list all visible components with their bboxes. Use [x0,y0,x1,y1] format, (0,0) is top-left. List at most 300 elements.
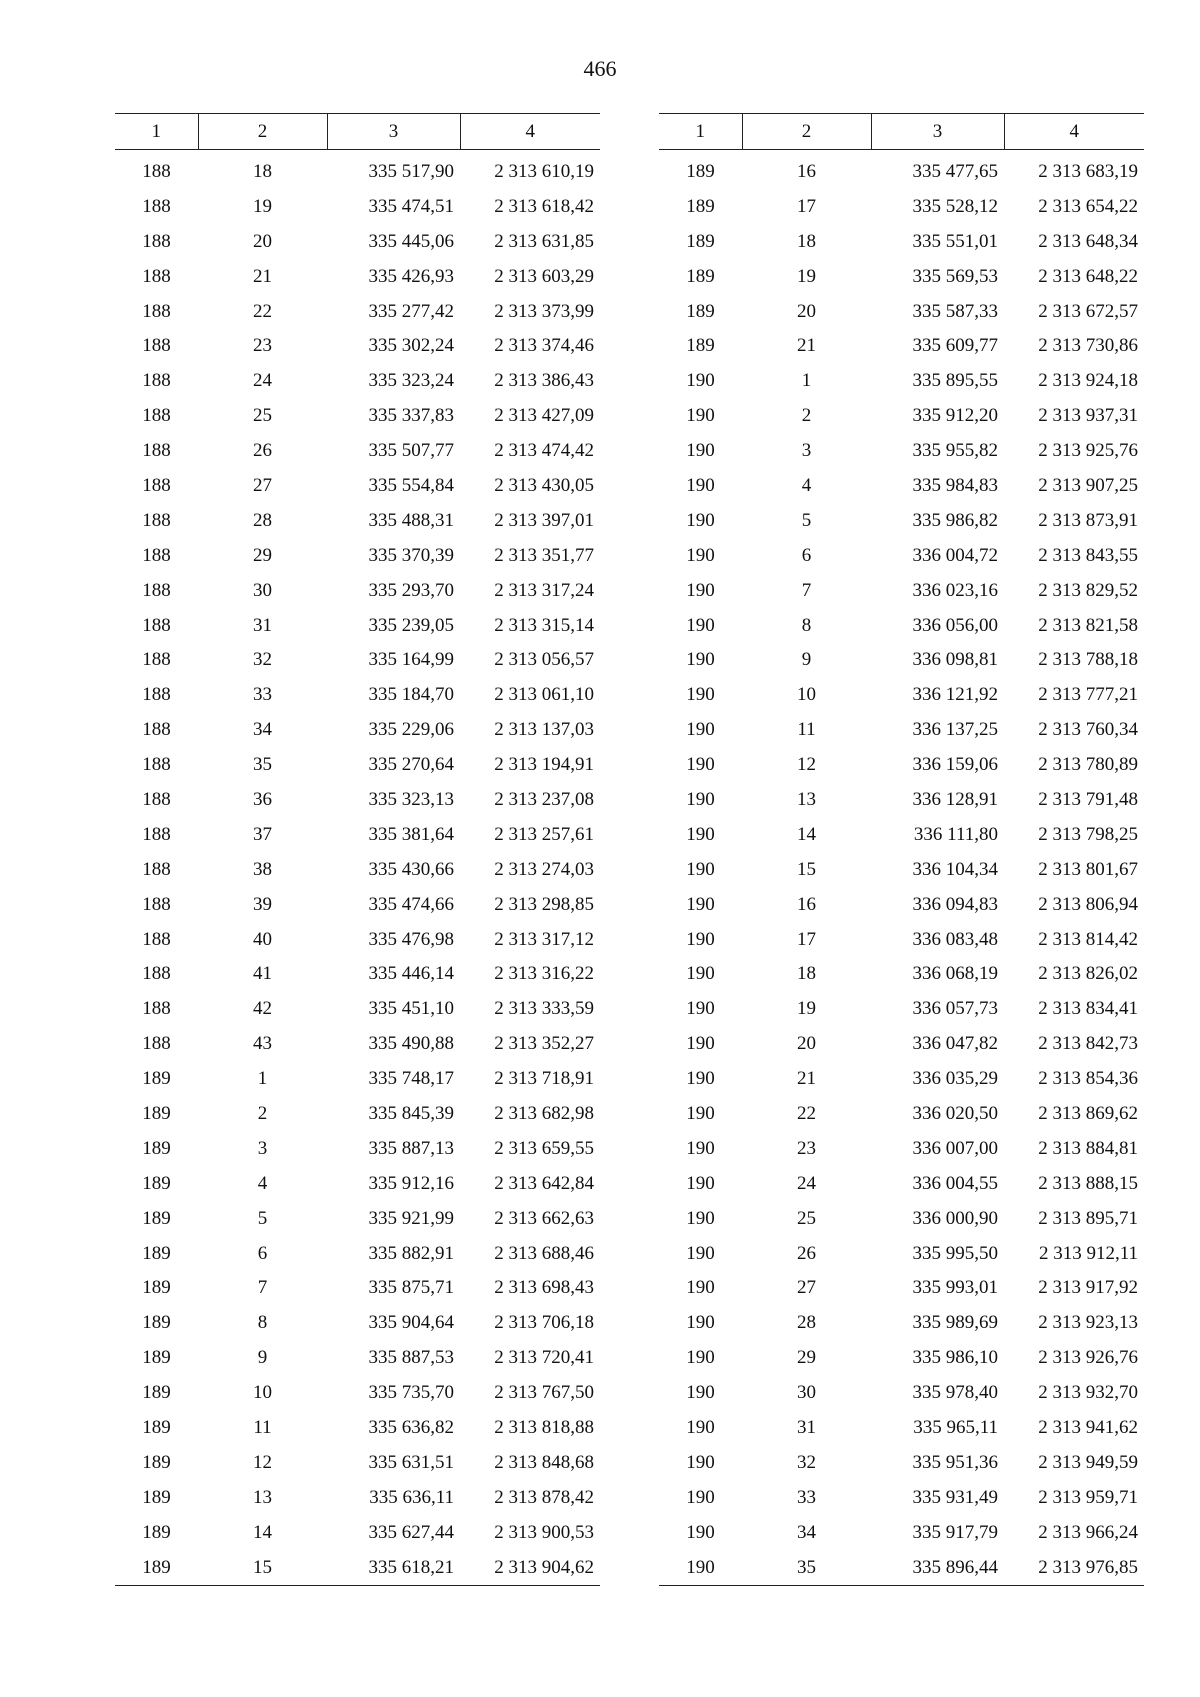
table-cell-col1: 190 [686,963,715,985]
table-cell-col4: 2 313 932,70 [1038,1382,1138,1404]
table-cell-col4: 2 313 427,09 [494,405,594,427]
table-cell-col4: 2 313 801,67 [1038,858,1138,880]
table-cell-col1: 189 [142,1451,171,1473]
table-cell-col1: 190 [686,893,715,915]
table-cell-col4: 2 313 317,24 [494,579,594,601]
table-cell-col4: 2 313 386,43 [494,370,594,392]
table-cell-col1: 190 [686,1521,715,1543]
table-cell-col3: 336 121,92 [912,684,998,706]
table-row [115,573,600,608]
table-row [115,1445,600,1480]
table-row [115,1096,600,1131]
table-cell-col4: 2 313 257,61 [494,823,594,845]
table-row [659,224,1144,259]
table-cell-col3: 336 047,82 [912,1033,998,1055]
table-row [659,1096,1144,1131]
table-row [659,1201,1144,1236]
table-cell-col1: 190 [686,1347,715,1369]
table-cell-col1: 190 [686,1277,715,1299]
table-cell-col3: 335 426,93 [368,265,454,287]
table-cell-col4: 2 313 603,29 [494,265,594,287]
table-cell-col4: 2 313 298,85 [494,893,594,915]
table-cell-col4: 2 313 937,31 [1038,405,1138,427]
table-cell-col3: 335 446,14 [368,963,454,985]
table-row [659,1410,1144,1445]
table-cell-col4: 2 313 843,55 [1038,544,1138,566]
table-cell-col2: 27 [253,474,272,496]
table-cell-col2: 43 [253,1033,272,1055]
table-cell-col4: 2 313 315,14 [494,614,594,636]
table-cell-col2: 8 [257,1312,268,1334]
table-cell-col2: 3 [801,440,812,462]
table-cell-col1: 190 [686,684,715,706]
table-row [659,1236,1144,1271]
table-cell-col3: 336 007,00 [912,1137,998,1159]
table-cell-col1: 188 [142,893,171,915]
table-cell-col1: 188 [142,230,171,252]
table-cell-col2: 34 [253,719,272,741]
table-cell-col1: 188 [142,823,171,845]
table-row [659,433,1144,468]
table-cell-col1: 188 [142,684,171,706]
table-cell-col4: 2 313 829,52 [1038,579,1138,601]
table-row [659,991,1144,1026]
table-cell-col1: 190 [686,1312,715,1334]
table-cell-col3: 336 137,25 [912,719,998,741]
table-cell-col2: 23 [797,1137,816,1159]
table-row [659,294,1144,329]
table-cell-col2: 4 [257,1172,268,1194]
table-cell-col1: 190 [686,474,715,496]
table-cell-col3: 336 128,91 [912,788,998,810]
table-cell-col4: 2 313 818,88 [494,1417,594,1438]
table-cell-col3: 335 164,99 [368,649,454,671]
table-cell-col3: 336 004,72 [912,544,998,566]
table-row [115,433,600,468]
table-cell-col1: 189 [142,1486,171,1508]
table-cell-col3: 335 735,70 [368,1382,454,1404]
table-cell-col3: 336 104,34 [912,858,998,880]
table-row [115,887,600,922]
table-cell-col4: 2 313 912,11 [1038,1242,1138,1264]
table-cell-col4: 2 313 895,71 [1038,1207,1138,1229]
column-header-2: 2 [742,114,871,150]
table-cell-col1: 188 [142,405,171,427]
table-cell-col3: 335 445,06 [368,230,454,252]
table-cell-col2: 32 [253,649,272,671]
table-cell-col1: 190 [686,579,715,601]
table-cell-col4: 2 313 316,22 [494,963,594,985]
table-cell-col2: 24 [253,370,272,392]
table-cell-col3: 335 229,06 [368,719,454,741]
column-header-1: 1 [659,114,742,150]
table-cell-col4: 2 313 351,77 [494,544,594,566]
table-row [659,503,1144,538]
table-cell-col3: 335 896,44 [871,1550,1004,1585]
table-cell-col1: 188 [142,963,171,985]
table-cell-col1: 190 [686,405,715,427]
table-cell-col2: 12 [797,754,816,776]
table-row [115,991,600,1026]
table-cell-col4: 2 313 683,19 [1038,160,1138,182]
table-cell-col1: 189 [142,1347,171,1369]
table-cell-col3: 335 381,64 [368,823,454,845]
table-cell-col4: 2 313 352,27 [494,1033,594,1055]
table-cell-col3: 335 477,65 [912,160,998,182]
table-row [659,468,1144,503]
table-body [115,150,600,1586]
table-cell-col2: 9 [801,649,812,671]
table-row [115,503,600,538]
table-cell-col1: 190 [686,1451,715,1473]
table-cell-col4: 2 313 884,81 [1038,1137,1138,1159]
table-cell-col1: 190 [686,788,715,810]
table-cell-col2: 29 [797,1347,816,1369]
table-cell-col2: 33 [797,1486,816,1508]
table-cell-col4: 2 313 317,12 [494,928,594,950]
table-cell-col3: 336 098,81 [912,649,998,671]
table-cell-col1: 190 [686,719,715,741]
table-row [659,1515,1144,1550]
table-cell-col4: 2 313 672,57 [1038,300,1138,322]
table-cell-col1: 190 [686,370,715,392]
table-cell-col2: 26 [253,440,272,462]
table-cell-col2: 29 [253,544,272,566]
table-cell-col2: 12 [253,1451,272,1473]
table-cell-col3: 335 912,20 [912,405,998,427]
table-cell-col3: 336 020,50 [912,1102,998,1124]
table-cell-col4: 2 313 869,62 [1038,1102,1138,1124]
table-cell-col4: 2 313 798,25 [1038,823,1138,845]
table-cell-col3: 335 323,13 [368,788,454,810]
column-header-1: 1 [115,114,198,150]
table-cell-col2: 11 [797,719,816,741]
table-cell-col4: 2 313 788,18 [1038,649,1138,671]
table-cell-col1: 190 [686,1417,715,1438]
table-cell-col2: 4 [801,474,812,496]
table-cell-col4: 2 313 777,21 [1038,684,1138,706]
table-row [115,922,600,957]
table-cell-col1: 188 [142,579,171,601]
table-row [659,1375,1144,1410]
column-header-4: 4 [1004,114,1144,150]
table-header-row [659,114,1144,150]
table-cell-col1: 188 [142,858,171,880]
table-cell-col1: 188 [142,195,171,217]
table-cell-col2: 31 [253,614,272,636]
table-cell-col3: 336 056,00 [912,614,998,636]
table-cell-col4: 2 313 900,53 [494,1521,594,1543]
table-cell-col3: 335 323,24 [368,370,454,392]
table-cell-col4: 2 313 631,85 [494,230,594,252]
table-row [659,1445,1144,1480]
table-cell-col4: 2 313 662,63 [494,1207,594,1229]
table-cell-col2: 1 [801,370,812,392]
page-number: 466 [583,56,617,81]
table-cell-col3: 335 517,90 [368,160,454,182]
table-cell-col4: 2 313 842,73 [1038,1033,1138,1055]
table-cell-col1: 188 [142,1033,171,1055]
table-cell-col3: 335 627,44 [368,1521,454,1543]
table-row [659,1340,1144,1375]
table-cell-col1: 190 [686,823,715,845]
table-cell-col2: 6 [801,544,812,566]
table-cell-col4: 2 313 610,19 [494,160,594,182]
table-cell-col2: 7 [257,1277,268,1299]
table-row [115,1166,600,1201]
table-row [115,1305,600,1340]
table-cell-col4: 2 313 374,46 [494,335,594,357]
table-cell-col2: 20 [797,1033,816,1055]
table-cell-col3: 335 554,84 [368,474,454,496]
table-row [115,747,600,782]
table-cell-col3: 335 887,53 [368,1347,454,1369]
table-cell-col4: 2 313 907,25 [1038,474,1138,496]
table-cell-col3: 335 609,77 [912,335,998,357]
table-cell-col4: 2 313 976,85 [1004,1550,1144,1585]
table-cell-col4: 2 313 925,76 [1038,440,1138,462]
table-row [115,468,600,503]
table-cell-col2: 17 [797,928,816,950]
table-row [659,538,1144,573]
table-cell-col3: 335 474,51 [368,195,454,217]
table-cell-col1: 190 [686,1207,715,1229]
table-row [115,852,600,887]
table-cell-col3: 335 951,36 [912,1451,998,1473]
table-cell-col3: 335 184,70 [368,684,454,706]
table-row [115,1515,600,1550]
table-cell-col2: 35 [742,1550,871,1585]
table-cell-col3: 335 277,42 [368,300,454,322]
table-cell-col3: 335 451,10 [368,998,454,1020]
table-cell-col3: 335 569,53 [912,265,998,287]
table-row [659,747,1144,782]
coordinates-table-left [115,113,600,1586]
table-cell-col2: 21 [797,1068,816,1090]
table-cell-col3: 335 882,91 [368,1242,454,1264]
table-cell-col4: 2 313 923,13 [1038,1312,1138,1334]
table-cell-col2: 20 [797,300,816,322]
table-cell-col3: 335 551,01 [912,230,998,252]
table-cell-col1: 189 [686,300,715,322]
table-cell-col2: 28 [253,509,272,531]
table-cell-col4: 2 313 806,94 [1038,893,1138,915]
table-row [115,1026,600,1061]
table-cell-col2: 21 [253,265,272,287]
table-cell-col4: 2 313 730,86 [1038,335,1138,357]
table-cell-col2: 5 [801,509,812,531]
table-cell-col1: 188 [142,509,171,531]
table-cell-col2: 14 [797,823,816,845]
table-row [659,573,1144,608]
table-row [659,677,1144,712]
table-cell-col4: 2 313 878,42 [494,1486,594,1508]
column-header-4: 4 [460,114,600,150]
table-body [659,150,1144,1586]
table-cell-col2: 16 [797,893,816,915]
table-row [659,642,1144,677]
table-cell-col1: 189 [686,195,715,217]
table-cell-col2: 6 [257,1242,268,1264]
table-row [115,150,600,189]
table-row [115,189,600,224]
table-cell-col1: 189 [115,1550,198,1585]
table-cell-col4: 2 313 648,22 [1038,265,1138,287]
table-row [115,608,600,643]
table-cell-col1: 188 [142,265,171,287]
table-cell-col3: 336 159,06 [912,754,998,776]
table-cell-col4: 2 313 237,08 [494,788,594,810]
table-row [659,398,1144,433]
table-cell-col3: 335 337,83 [368,405,454,427]
table-cell-col4: 2 313 826,02 [1038,963,1138,985]
table-row [659,887,1144,922]
table-cell-col1: 189 [686,265,715,287]
table-cell-col2: 39 [253,893,272,915]
table-cell-col2: 22 [797,1102,816,1124]
table-cell-col2: 18 [797,963,816,985]
table-cell-col2: 7 [801,579,812,601]
table-cell-col3: 335 476,98 [368,928,454,950]
table-cell-col4: 2 313 848,68 [494,1451,594,1473]
table-row [659,150,1144,189]
table-cell-col4: 2 313 430,05 [494,474,594,496]
table-cell-col2: 19 [797,265,816,287]
table-cell-col3: 335 993,01 [912,1277,998,1299]
table-cell-col4: 2 313 274,03 [494,858,594,880]
table-cell-col1: 190 [686,1033,715,1055]
table-cell-col1: 188 [142,928,171,950]
table-cell-col3: 335 636,82 [368,1417,454,1438]
table-row [115,538,600,573]
table-row [115,328,600,363]
table-cell-col4: 2 313 137,03 [494,719,594,741]
table-cell-col4: 2 313 706,18 [494,1312,594,1334]
table-cell-col2: 11 [253,1417,272,1438]
table-cell-col2: 13 [253,1486,272,1508]
table-cell-col3: 336 111,80 [913,823,998,845]
table-cell-col2: 13 [797,788,816,810]
table-cell-col2: 10 [797,684,816,706]
table-row [115,677,600,712]
table-cell-col1: 190 [686,649,715,671]
table-cell-col2: 15 [198,1550,327,1585]
table-cell-col2: 27 [797,1277,816,1299]
table-cell-col2: 19 [253,195,272,217]
table-cell-col3: 335 507,77 [368,440,454,462]
table-cell-col1: 189 [142,1521,171,1543]
table-row [115,1550,600,1585]
table-cell-col2: 24 [797,1172,816,1194]
table-cell-col2: 30 [797,1382,816,1404]
table-cell-col3: 335 490,88 [368,1033,454,1055]
table-cell-col2: 40 [253,928,272,950]
table-row [659,1550,1144,1585]
table-cell-col4: 2 313 924,18 [1038,370,1138,392]
table-cell-col4: 2 313 821,58 [1038,614,1138,636]
table-cell-col1: 189 [686,160,715,182]
table-cell-col1: 188 [142,544,171,566]
table-row [659,363,1144,398]
table-cell-col4: 2 313 698,43 [494,1277,594,1299]
table-cell-col1: 188 [142,160,171,182]
table-cell-col4: 2 313 888,15 [1038,1172,1138,1194]
table-row [115,1375,600,1410]
table-cell-col1: 190 [686,1137,715,1159]
table-row [659,1131,1144,1166]
table-row [115,224,600,259]
table-cell-col4: 2 313 654,22 [1038,195,1138,217]
table-cell-col1: 188 [142,719,171,741]
table-cell-col3: 335 370,39 [368,544,454,566]
table-cell-col4: 2 313 333,59 [494,998,594,1020]
table-cell-col1: 190 [686,928,715,950]
table-row [115,782,600,817]
table-row [659,1026,1144,1061]
table-cell-col3: 336 035,29 [912,1068,998,1090]
table-row [115,363,600,398]
table-cell-col1: 190 [686,440,715,462]
table-cell-col1: 190 [686,1068,715,1090]
table-cell-col2: 15 [797,858,816,880]
table-cell-col4: 2 313 718,91 [494,1068,594,1090]
table-cell-col4: 2 313 373,99 [494,300,594,322]
table-row [115,712,600,747]
table-row [659,608,1144,643]
table-cell-col2: 10 [253,1382,272,1404]
table-row [115,642,600,677]
table-cell-col1: 190 [686,858,715,880]
table-cell-col3: 335 636,11 [369,1486,454,1508]
table-cell-col1: 189 [142,1172,171,1194]
coordinates-table-right [659,113,1144,1586]
table-cell-col4: 2 313 659,55 [494,1137,594,1159]
table-cell-col1: 189 [142,1382,171,1404]
table-cell-col2: 36 [253,788,272,810]
table-cell-col3: 335 986,82 [912,509,998,531]
table-cell-col3: 335 895,55 [912,370,998,392]
table-cell-col3: 335 302,24 [368,335,454,357]
table-cell-col4: 2 313 834,41 [1038,998,1138,1020]
table-cell-col4: 2 313 688,46 [494,1242,594,1264]
table-row [659,852,1144,887]
table-cell-col4: 2 313 194,91 [494,754,594,776]
table-cell-col1: 190 [686,1102,715,1124]
table-row [115,1201,600,1236]
table-cell-col1: 190 [686,1382,715,1404]
table-cell-col4: 2 313 854,36 [1038,1068,1138,1090]
table-cell-col1: 188 [142,474,171,496]
column-header-3: 3 [871,114,1004,150]
table-cell-col1: 190 [686,544,715,566]
table-row [659,259,1144,294]
table-cell-col2: 37 [253,823,272,845]
table-cell-col3: 335 270,64 [368,754,454,776]
table-cell-col2: 19 [797,998,816,1020]
table-cell-col1: 188 [142,649,171,671]
table-cell-col1: 190 [686,1486,715,1508]
table-cell-col3: 336 000,90 [912,1207,998,1229]
table-cell-col1: 190 [686,1242,715,1264]
table-row [659,328,1144,363]
table-cell-col1: 188 [142,614,171,636]
table-cell-col2: 23 [253,335,272,357]
table-cell-col3: 335 931,49 [912,1486,998,1508]
table-row [115,259,600,294]
table-cell-col3: 335 984,83 [912,474,998,496]
table-cell-col4: 2 313 760,34 [1038,719,1138,741]
table-cell-col3: 336 094,83 [912,893,998,915]
